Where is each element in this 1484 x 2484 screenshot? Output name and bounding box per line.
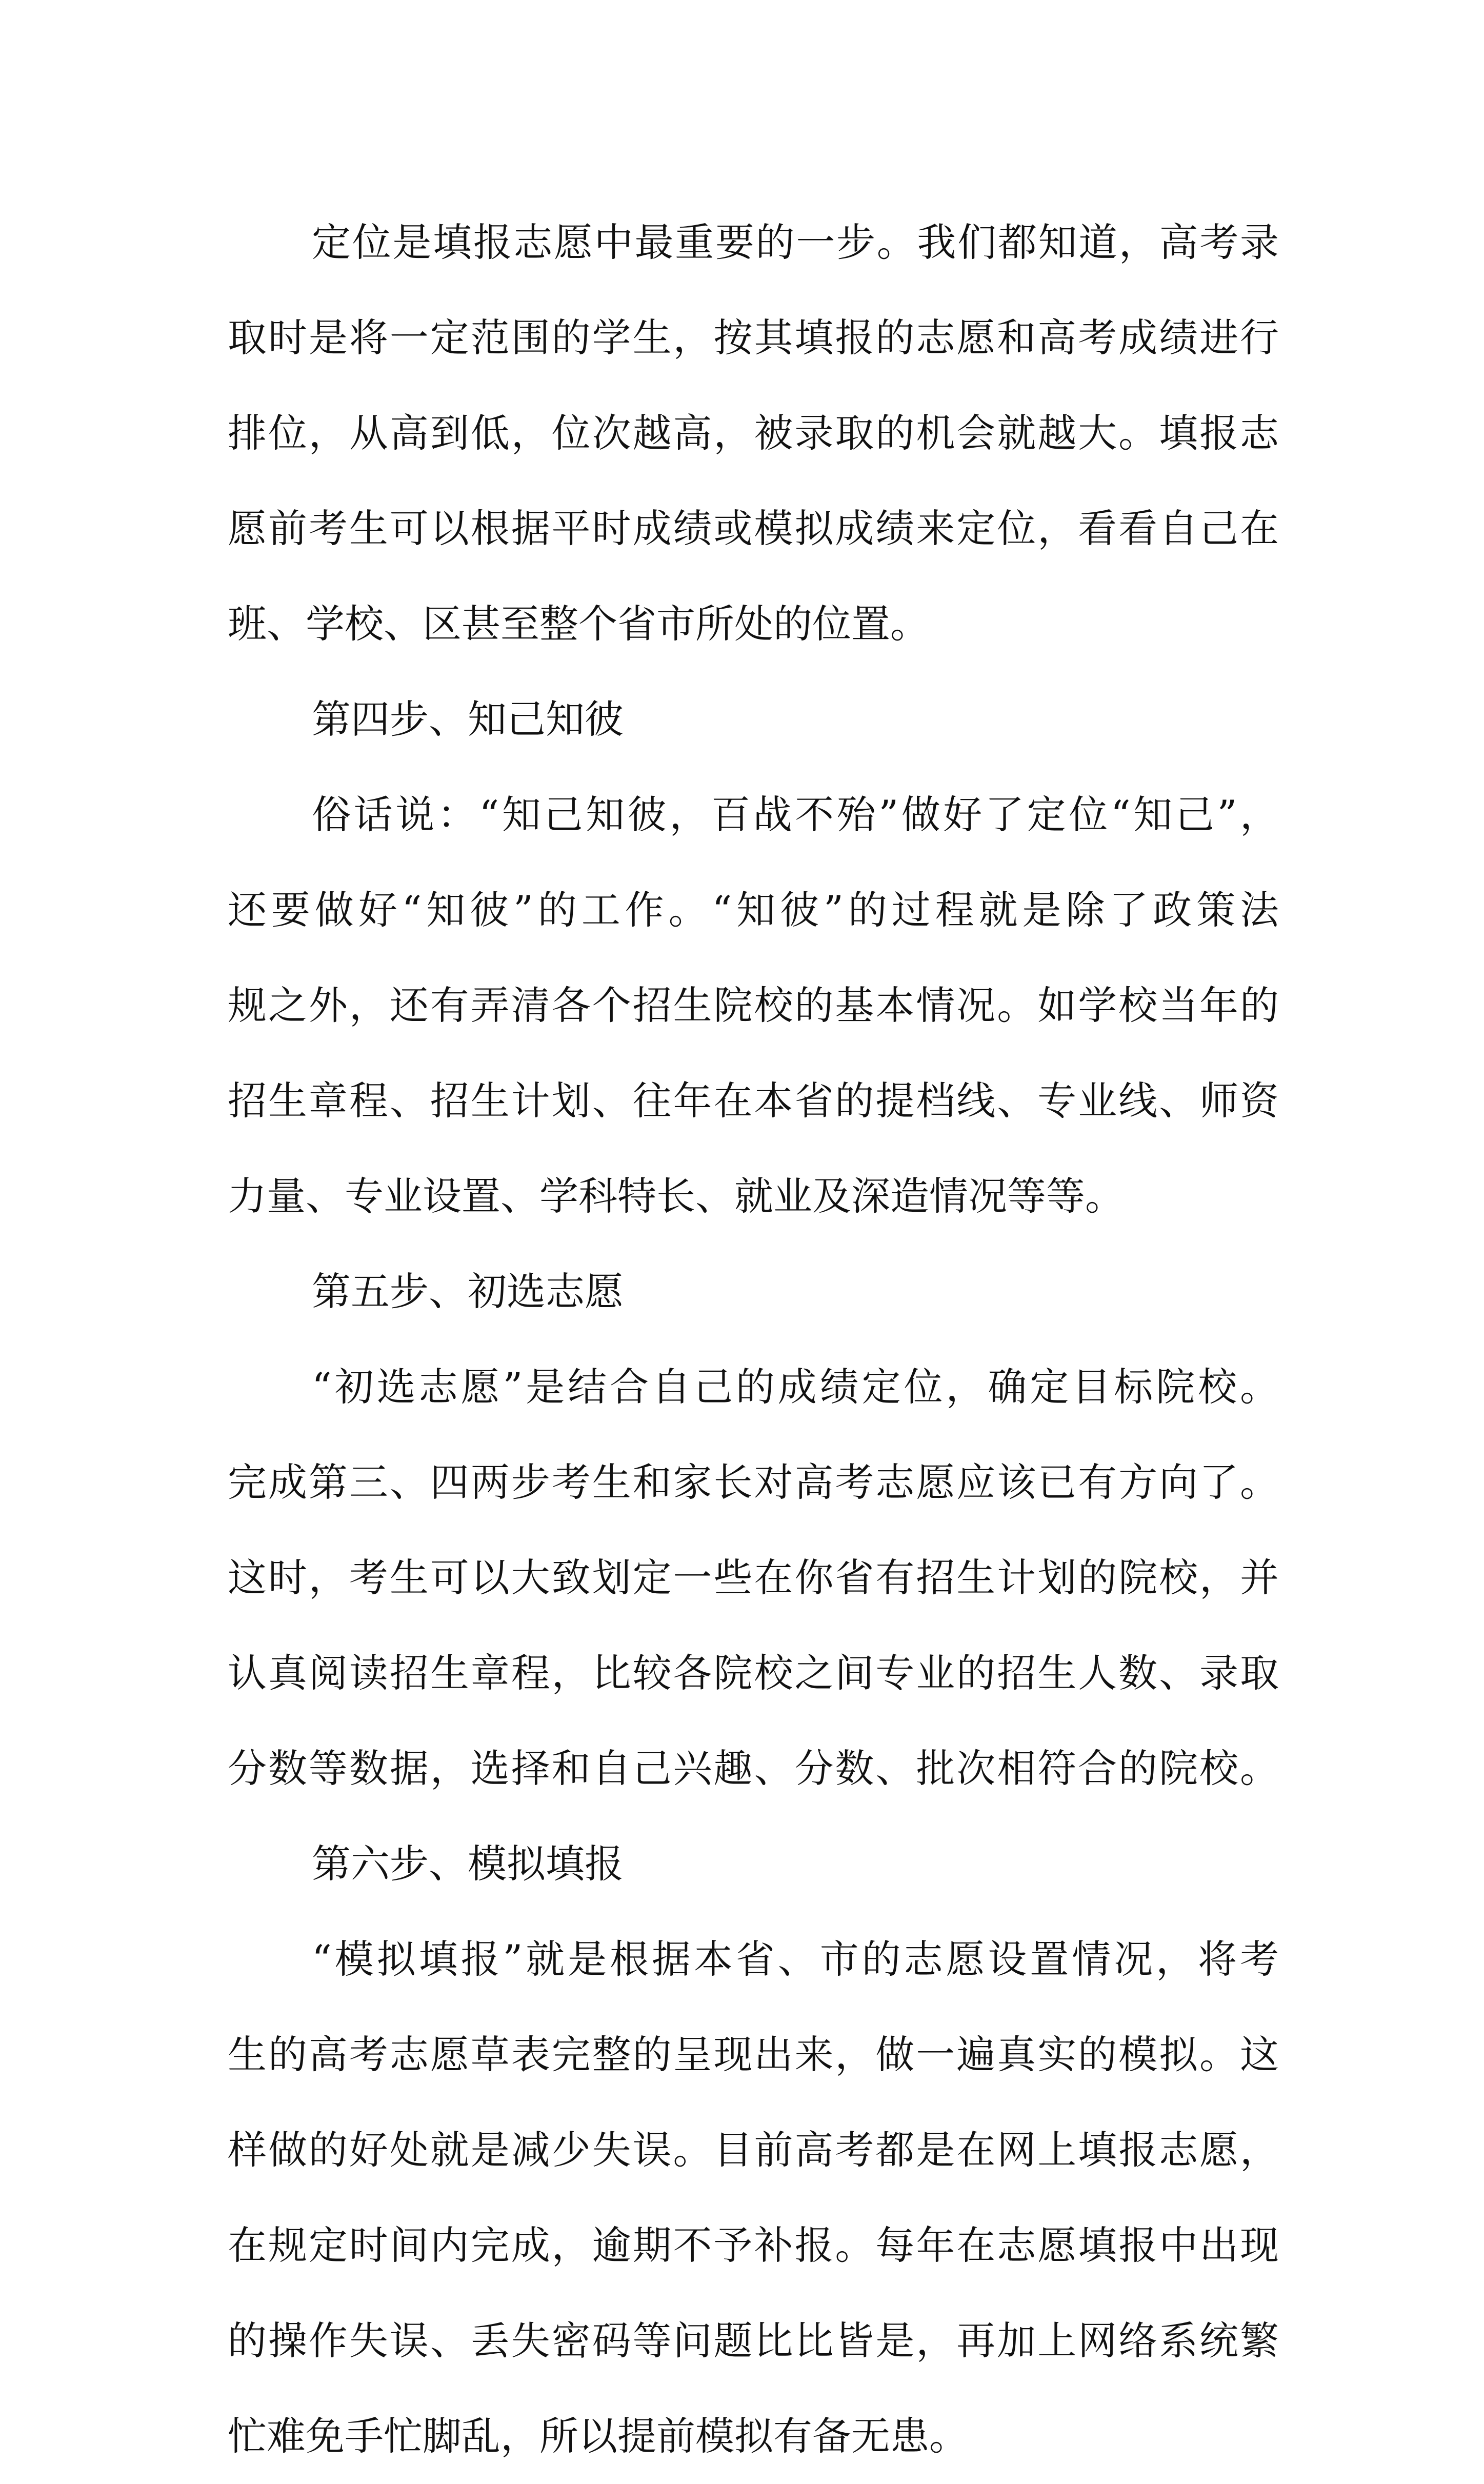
text-line: 取时是将一定范围的学生，按其填报的志愿和高考成绩进行 (228, 315, 1279, 360)
document-body (228, 195, 1279, 2484)
paragraph (228, 195, 1279, 672)
section-heading (228, 672, 1279, 767)
text-line: 班、学校、区甚至整个省市所处的位置。 (228, 601, 929, 647)
text-line: 排位，从高到低，位次越高，被录取的机会就越大。填报志 (228, 410, 1279, 456)
section-heading (228, 1244, 1279, 1339)
text-line: 力量、专业设置、学科特长、就业及深造情况等等。 (228, 1173, 1124, 1219)
text-line: “初选志愿”是结合自己的成绩定位，确定目标院校。 (312, 1364, 1279, 1410)
text-line: 还要做好“知彼”的工作。“知彼”的过程就是除了政策法 (228, 887, 1279, 933)
text-line: 规之外，还有弄清各个招生院校的基本情况。如学校当年的 (228, 983, 1279, 1028)
section-heading (228, 1816, 1279, 1912)
text-line: 的操作失误、丢失密码等问题比比皆是，再加上网络系统繁 (228, 2318, 1279, 2363)
text-line: 样做的好处就是减少失误。目前高考都是在网上填报志愿， (228, 2127, 1279, 2173)
heading-text: 第六步、模拟填报 (312, 1841, 624, 1887)
text-line: 完成第三、四两步考生和家长对高考志愿应该已有方向了。 (228, 1459, 1279, 1505)
heading-text: 第四步、知己知彼 (312, 696, 624, 742)
text-line: 定位是填报志愿中最重要的一步。我们都知道，高考录 (312, 219, 1279, 265)
heading-text: 第五步、初选志愿 (312, 1269, 624, 1314)
text-line: 分数等数据，选择和自己兴趣、分数、批次相符合的院校。 (228, 1746, 1279, 1791)
paragraph (228, 767, 1279, 1244)
text-line: 认真阅读招生章程，比较各院校之间专业的招生人数、录取 (228, 1650, 1279, 1696)
text-line: 生的高考志愿草表完整的呈现出来，做一遍真实的模拟。这 (228, 2032, 1279, 2077)
text-line: 招生章程、招生计划、往年在本省的提档线、专业线、师资 (228, 1078, 1279, 1124)
paragraph (228, 1912, 1279, 2484)
text-line: 忙难免手忙脚乱，所以提前模拟有备无患。 (228, 2413, 968, 2459)
text-line: “模拟填报”就是根据本省、市的志愿设置情况，将考 (312, 1936, 1279, 1982)
text-line: 俗话说：“知己知彼，百战不殆”做好了定位“知己”， (312, 792, 1279, 837)
text-line: 愿前考生可以根据平时成绩或模拟成绩来定位，看看自己在 (228, 506, 1279, 551)
text-line: 在规定时间内完成，逾期不予补报。每年在志愿填报中出现 (228, 2222, 1279, 2268)
text-line: 这时，考生可以大致划定一些在你省有招生计划的院校，并 (228, 1555, 1279, 1600)
paragraph (228, 1339, 1279, 1816)
